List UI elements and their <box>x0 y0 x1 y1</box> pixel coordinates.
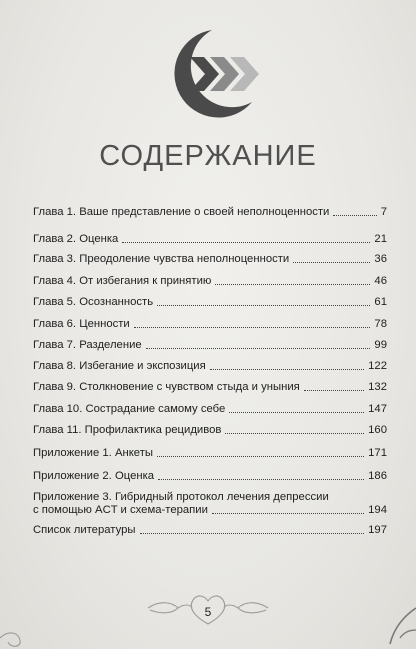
leader-dots <box>229 412 364 413</box>
toc-entry-ch8[interactable]: Глава 8. Избегание и экспозиция 122 <box>33 360 387 372</box>
toc-entry-ch4[interactable]: Глава 4. От избегания к принятию 46 <box>33 275 387 287</box>
toc-page-number: 194 <box>368 504 387 516</box>
toc-entry-app1[interactable]: Приложение 1. Анкеты 171 <box>33 447 387 459</box>
toc-page-number: 122 <box>368 360 387 372</box>
page-title: СОДЕРЖАНИЕ <box>99 140 317 172</box>
toc-entry-ch11[interactable]: Глава 11. Профилактика рецидивов 160 <box>33 424 387 436</box>
toc-page-number: 160 <box>368 424 387 436</box>
leader-dots <box>215 284 370 285</box>
leader-dots <box>122 242 370 243</box>
leader-dots <box>210 369 364 370</box>
leader-dots <box>158 479 364 480</box>
toc-page-number: 46 <box>374 275 387 287</box>
page-number: 5 <box>204 605 212 619</box>
leader-dots <box>146 348 371 349</box>
toc-entry-ch5[interactable]: Глава 5. Осознанность 61 <box>33 296 387 308</box>
leader-dots <box>134 327 371 328</box>
leader-dots <box>293 262 370 263</box>
leader-dots <box>225 433 364 434</box>
toc-page-number: 132 <box>368 381 387 393</box>
toc-entry-references[interactable]: Список литературы 197 <box>33 524 387 536</box>
leader-dots <box>140 533 365 534</box>
toc-entry-app3[interactable]: Приложение 3. Гибридный протокол лечения депрессии с помощью ACT и схема-терапии 194 <box>33 491 387 516</box>
toc-page-number: 78 <box>374 318 387 330</box>
leader-dots <box>304 390 364 391</box>
toc-entry-ch3[interactable]: Глава 3. Преодоление чувства неполноценности 36 <box>33 253 387 265</box>
toc-page-number: 36 <box>374 253 387 265</box>
toc-page-number: 171 <box>368 447 387 459</box>
toc-entry-ch7[interactable]: Глава 7. Разделение 99 <box>33 339 387 351</box>
c-arrows-logo-icon <box>160 24 264 124</box>
toc-entry-ch10[interactable]: Глава 10. Сострадание самому себе 147 <box>33 403 387 415</box>
toc-entry-ch9[interactable]: Глава 9. Столкновение с чувством стыда и уныния 132 <box>33 381 387 393</box>
toc-entry-ch6[interactable]: Глава 6. Ценности 78 <box>33 318 387 330</box>
toc-page-number: 21 <box>374 233 387 245</box>
leader-dots <box>212 513 364 514</box>
toc-entry-app2[interactable]: Приложение 2. Оценка 186 <box>33 470 387 482</box>
toc-page-number: 147 <box>368 403 387 415</box>
toc-page-number: 186 <box>368 470 387 482</box>
toc-entry-ch1[interactable]: Глава 1. Ваше представление о своей неполноценности 7 <box>33 206 387 218</box>
toc-page-number: 99 <box>374 339 387 351</box>
leader-dots <box>157 305 370 306</box>
toc-page-number: 61 <box>374 296 387 308</box>
toc-page-number: 7 <box>380 206 387 218</box>
toc-entry-ch2[interactable]: Глава 2. Оценка 21 <box>33 233 387 245</box>
leader-dots <box>333 215 376 216</box>
leader-dots <box>157 456 364 457</box>
toc-page-number: 197 <box>368 524 387 536</box>
